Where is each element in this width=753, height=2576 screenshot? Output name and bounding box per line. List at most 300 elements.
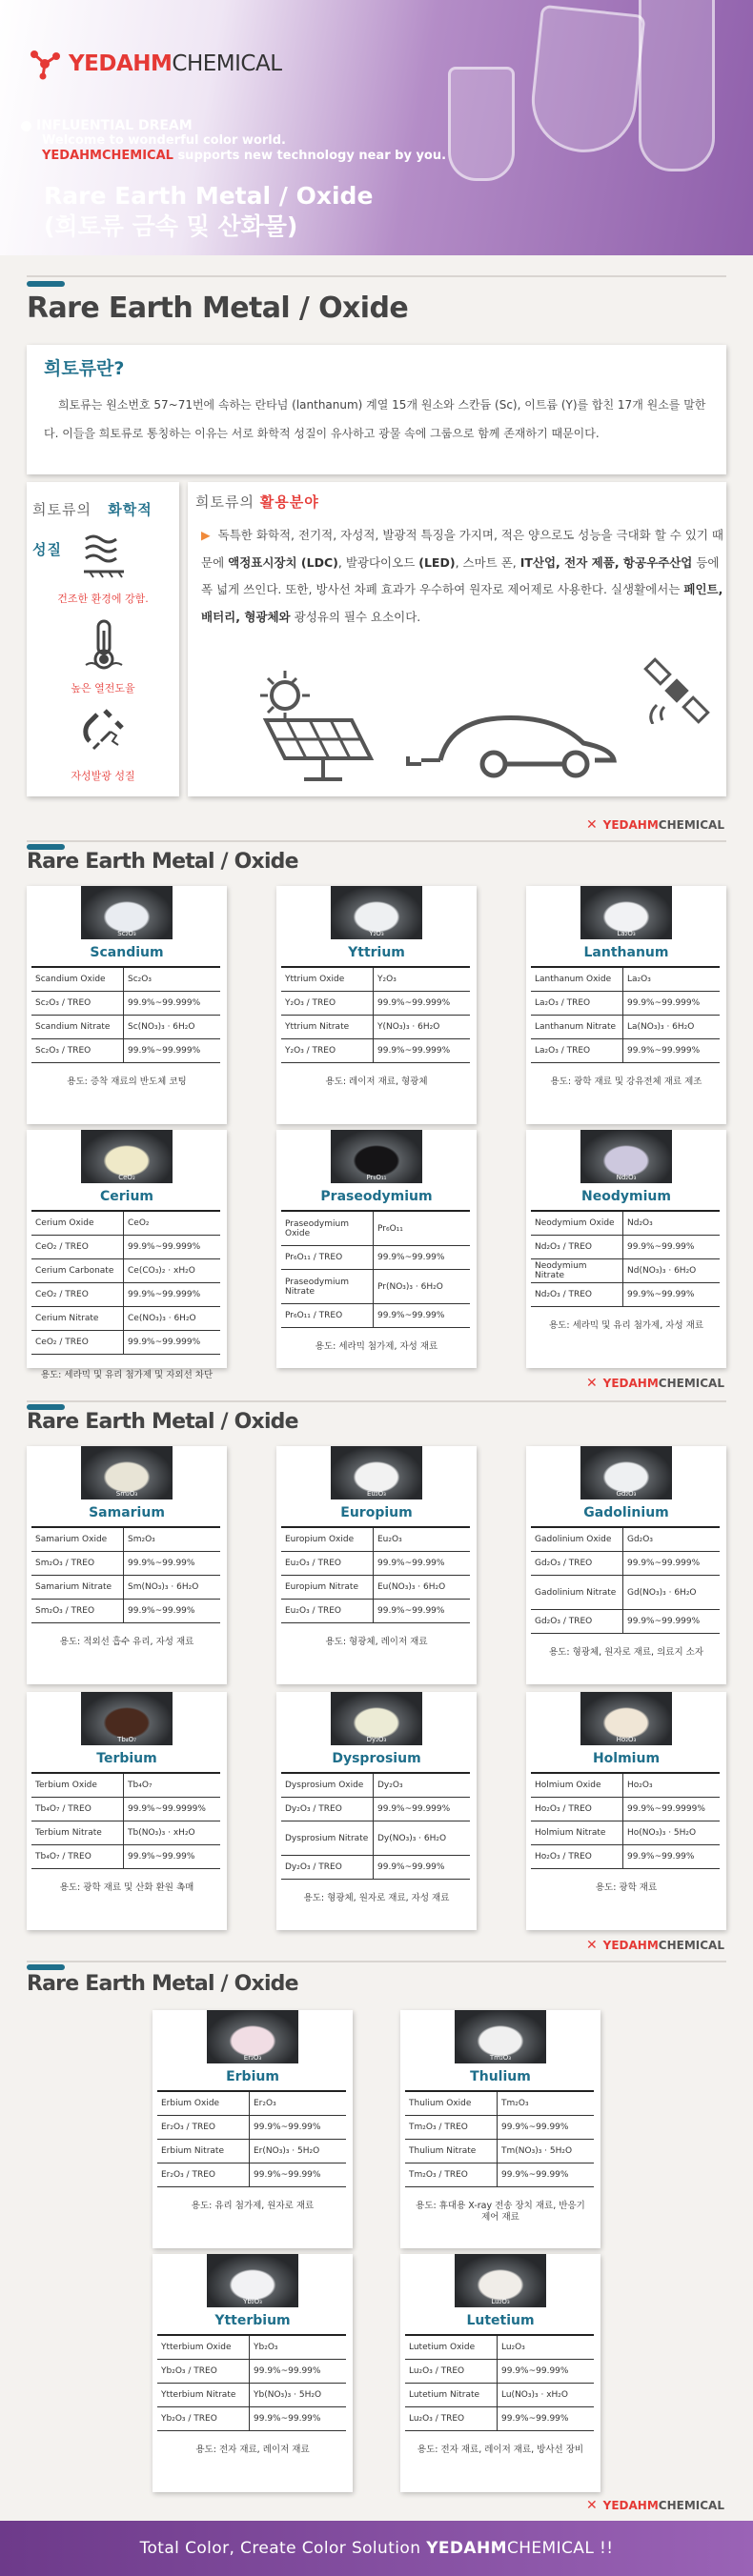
powder-sample-image: [331, 1446, 422, 1499]
element-name: Lutetium: [466, 2313, 535, 2328]
tagline: [21, 118, 446, 164]
spec-value: Er(NO₃)₃ · 5H₂O: [249, 2140, 346, 2163]
section-title: Rare Earth Metal / Oxide: [27, 850, 298, 874]
section-accent-bar: [27, 281, 65, 287]
spec-label: Er₂O₃ / TREO: [161, 2170, 215, 2180]
table-row: [531, 1236, 720, 1259]
table-row: [31, 1798, 220, 1821]
spec-table: [405, 2090, 594, 2187]
table-row: [281, 1212, 470, 1246]
section-title: Rare Earth Metal / Oxide: [27, 292, 409, 325]
spec-value: Gd(NO₃)₃ · 6H₂O: [622, 1576, 720, 1609]
table-row: [405, 2360, 594, 2384]
spec-value: Tb₄O₇: [123, 1774, 220, 1797]
usage-text: 용도: 형광체, 레이저 재료: [325, 1637, 428, 1647]
table-row: [281, 1856, 470, 1880]
spec-value: 99.9%~99.99%: [622, 1845, 720, 1868]
definition-box: [27, 345, 726, 474]
spec-value: Sc₂O₃: [123, 968, 220, 991]
table-row: [405, 2092, 594, 2116]
table-row: [531, 1259, 720, 1283]
powder-sample-image: [580, 1130, 672, 1183]
property-label: 높은 열전도율: [71, 682, 135, 694]
table-row: [157, 2092, 346, 2116]
spec-label: Eu₂O₃ / TREO: [285, 1606, 341, 1616]
spec-label: Yttrium Nitrate: [285, 1022, 350, 1032]
spec-label: Holmium Nitrate: [535, 1828, 606, 1838]
spec-value: 99.9%~99.99%: [123, 1600, 220, 1622]
table-row: [531, 1821, 720, 1845]
element-card-nd: [526, 1130, 726, 1368]
spec-label: Scandium Nitrate: [35, 1022, 111, 1032]
spec-table: [157, 2334, 346, 2431]
spec-label: Cerium Nitrate: [35, 1314, 99, 1323]
powder-sample-image: [331, 886, 422, 939]
spec-value: Lu(NO₃)₃ · xH₂O: [497, 2384, 594, 2406]
spec-value: 99.9%~99.999%: [123, 1331, 220, 1354]
divider: [27, 275, 726, 277]
footer-banner: Total Color, Create Color Solution YEDAHMCHEMICAL !!: [0, 2521, 753, 2576]
table-row: [531, 1016, 720, 1039]
spec-value: 99.9%~99.99%: [373, 1856, 470, 1879]
table-row: [281, 1016, 470, 1039]
spec-label: Er₂O₃ / TREO: [161, 2123, 215, 2132]
sample-formula-caption: Gd₂O₃: [616, 1490, 637, 1498]
powder-sample-image: [580, 1446, 672, 1499]
spec-label: Gadolinium Nitrate: [535, 1587, 617, 1598]
spec-label: Sm₂O₃ / TREO: [35, 1559, 95, 1568]
spec-label: Praseodymium Nitrate: [285, 1277, 349, 1297]
table-row: [281, 1600, 470, 1623]
spec-label: Ho₂O₃ / TREO: [535, 1852, 592, 1862]
flask-illustration: [526, 5, 645, 158]
sample-formula-caption: Y₂O₃: [369, 930, 384, 937]
molecule-logo-icon: ✕: [585, 1376, 598, 1391]
spec-table: [281, 1210, 470, 1328]
element-card-tb: [27, 1692, 227, 1930]
element-card-gd: [526, 1446, 726, 1684]
spec-value: Eu₂O₃: [373, 1528, 470, 1551]
spec-table: [157, 2090, 346, 2187]
table-row: [281, 1576, 470, 1600]
usage-text: 용도: 전자 재료, 레이저 재료: [195, 2445, 310, 2455]
spec-label: Nd₂O₃ / TREO: [535, 1242, 593, 1252]
definition-text: 희토류는 원소번호 57~71번에 속하는 란타넘 (lanthanum) 계열 15개 원소와 스칸듐 (Sc), 이트륨 (Y)를 합친 17개 원소를 말한다. 이들을 희토류로 통칭하는 이유는 서로 화학적 성질이 유사하고 광물 속에 그룹으로 함께 존재하기 때문이다.: [44, 398, 706, 440]
element-card-la: [526, 886, 726, 1124]
spec-table: [281, 1526, 470, 1623]
table-row: [405, 2336, 594, 2360]
table-row: [31, 1259, 220, 1283]
table-row: [281, 1528, 470, 1552]
chemical-properties-title: 희토류의 화학적 성질: [32, 501, 153, 558]
spec-value: 99.9%~99.99%: [249, 2407, 346, 2430]
spec-value: 99.9%~99.99%: [373, 1552, 470, 1575]
sample-formula-caption: Sc₂O₃: [117, 930, 136, 937]
table-row: [531, 1774, 720, 1798]
table-row: [531, 1212, 720, 1236]
spec-label: Scandium Oxide: [35, 975, 106, 984]
section-title: Rare Earth Metal / Oxide: [27, 1972, 298, 1996]
section-title: Rare Earth Metal / Oxide: [27, 1410, 298, 1434]
spec-label: Dy₂O₃ / TREO: [285, 1804, 342, 1814]
powder-sample-image: [207, 2010, 298, 2063]
spec-label: Dysprosium Oxide: [285, 1781, 364, 1790]
spec-value: Nd₂O₃: [622, 1212, 720, 1235]
spec-label: Europium Oxide: [285, 1535, 355, 1544]
spec-label: Ytterbium Nitrate: [161, 2390, 236, 2400]
element-name: Gadolinium: [583, 1505, 669, 1520]
table-row: [281, 1821, 470, 1856]
tagline-line: Welcome to wonderful color world.: [42, 133, 286, 148]
magnet-icon: [80, 703, 128, 755]
table-row: [405, 2384, 594, 2407]
sample-formula-caption: Sm₂O₃: [115, 1490, 138, 1498]
table-row: [31, 1331, 220, 1355]
spec-label: Yb₂O₃ / TREO: [161, 2414, 217, 2424]
spec-value: Ce(CO₃)₂ · xH₂O: [123, 1259, 220, 1282]
spec-label: Yttrium Oxide: [285, 975, 345, 984]
element-name: Yttrium: [348, 945, 405, 960]
table-row: [31, 1307, 220, 1331]
element-name: Erbium: [226, 2069, 279, 2084]
spec-table: [31, 1526, 220, 1623]
spec-value: 99.9%~99.999%: [123, 1283, 220, 1306]
spec-label: Gd₂O₃ / TREO: [535, 1559, 593, 1568]
spec-value: 99.9%~99.99%: [123, 1845, 220, 1868]
divider: [27, 840, 726, 842]
table-row: [281, 1039, 470, 1063]
table-row: [281, 1774, 470, 1798]
element-card-tm: [400, 2010, 600, 2248]
spec-label: Cerium Carbonate: [35, 1266, 114, 1276]
spec-table: [405, 2334, 594, 2431]
spec-value: Er₂O₃: [249, 2092, 346, 2115]
powder-sample-image: [580, 1692, 672, 1745]
thermometer-icon: [82, 617, 126, 671]
spec-label: Holmium Oxide: [535, 1781, 601, 1790]
element-card-y: [276, 886, 477, 1124]
spec-value: 99.9%~99.999%: [622, 992, 720, 1015]
flask-illustration: [448, 67, 515, 181]
property-label: 자성발광 성질: [71, 770, 135, 782]
spec-label: Erbium Oxide: [161, 2099, 220, 2108]
tagline-heading: INFLUENTIAL DREAM: [36, 118, 193, 133]
spec-value: Yb₂O₃: [249, 2336, 346, 2359]
table-row: [31, 1283, 220, 1307]
spec-value: Yb(NO₃)₃ · 5H₂O: [249, 2384, 346, 2406]
spec-value: 99.9%~99.99%: [622, 1283, 720, 1306]
circle-bullet-icon: [21, 121, 31, 131]
flask-illustration: [639, 0, 715, 171]
spec-label: Tb₄O₇ / TREO: [35, 1852, 92, 1862]
applications-text: ▶ 독특한 화학적, 전기적, 자성적, 발광적 특징을 가지며, 적은 양으로도 성능을 극대화 할 수 있기 때문에 액정표시장치 (LDC), 발광다이오드 (LED), 스마트 폰, IT산업, 전자 제품, 항공우주산업 등에 폭 넓게 쓰인다. 또한, 방사선 차폐 효과가 우수하여 원자로 제어제로 사용한다. 실생활에서는 페인트, 배터리, 형광체와 광성유의 필수 요소이다.: [201, 528, 723, 624]
element-card-dy: [276, 1692, 477, 1930]
brand-mark: ✕ YEDAHMCHEMICAL: [585, 817, 724, 833]
sample-formula-caption: Tb₄O₇: [117, 1736, 136, 1743]
spec-table: [31, 1210, 220, 1355]
element-card-sc: [27, 886, 227, 1124]
powder-sample-image: [455, 2010, 546, 2063]
usage-text: 용도: 휴대용 X-ray 전송 장치 재료, 반응기 제어 재료: [416, 2201, 585, 2223]
table-row: [281, 992, 470, 1016]
table-row: [281, 1246, 470, 1270]
powder-sample-image: [331, 1130, 422, 1183]
usage-text: 용도: 레이저 재료, 형광체: [325, 1077, 428, 1087]
applications-title: 희토류의 활용분야: [195, 493, 319, 511]
brand-mark: ✕ YEDAHMCHEMICAL: [585, 1938, 724, 1953]
table-row: [31, 1774, 220, 1798]
hero-banner: [0, 0, 753, 255]
powder-sample-image: [331, 1692, 422, 1745]
brand-mark: ✕ YEDAHMCHEMICAL: [585, 2498, 724, 2513]
table-row: [157, 2140, 346, 2163]
sample-formula-caption: Ho₂O₃: [616, 1736, 637, 1743]
sample-formula-caption: Tm₂O₃: [489, 2054, 512, 2062]
element-card-eu: [276, 1446, 477, 1684]
spec-value: Dy₂O₃: [373, 1774, 470, 1797]
table-row: [531, 992, 720, 1016]
spec-label: Tm₂O₃ / TREO: [409, 2123, 468, 2132]
spec-label: Ytterbium Oxide: [161, 2343, 232, 2352]
spec-label: CeO₂ / TREO: [35, 1338, 89, 1347]
table-row: [531, 1039, 720, 1063]
spec-label: Sc₂O₃ / TREO: [35, 998, 92, 1008]
spec-value: Tm(NO₃)₃ · 5H₂O: [497, 2140, 594, 2163]
spec-label: Sc₂O₃ / TREO: [35, 1046, 92, 1056]
table-row: [157, 2336, 346, 2360]
table-row: [31, 1039, 220, 1063]
spec-label: Samarium Oxide: [35, 1535, 108, 1544]
table-row: [31, 1236, 220, 1259]
table-row: [281, 1798, 470, 1821]
table-row: [281, 1270, 470, 1304]
element-name: Neodymium: [581, 1189, 671, 1204]
sample-formula-caption: Yb₂O₃: [243, 2298, 262, 2305]
table-row: [531, 1576, 720, 1610]
usage-text: 용도: 형광체, 원자로 재료, 의료지 소자: [549, 1647, 703, 1658]
spec-label: Eu₂O₃ / TREO: [285, 1559, 341, 1568]
spec-value: 99.9%~99.999%: [622, 1610, 720, 1633]
spec-label: Lutetium Oxide: [409, 2343, 476, 2352]
spec-label: La₂O₃ / TREO: [535, 1046, 591, 1056]
spec-value: Dy(NO₃)₃ · 6H₂O: [373, 1821, 470, 1855]
element-name: Scandium: [90, 945, 164, 960]
table-row: [281, 1304, 470, 1328]
usage-text: 용도: 광학 재료 및 산화 환원 촉매: [59, 1882, 194, 1893]
element-name: Dysprosium: [332, 1751, 421, 1766]
spec-value: Sc(NO₃)₃ · 6H₂O: [123, 1016, 220, 1038]
spec-value: 99.9%~99.999%: [622, 1039, 720, 1062]
spec-value: Tm₂O₃: [497, 2092, 594, 2115]
dry-wind-icon: [82, 532, 126, 579]
element-card-pr: [276, 1130, 477, 1368]
spec-label: Tb₄O₇ / TREO: [35, 1804, 92, 1814]
spec-label: Gadolinium Oxide: [535, 1535, 612, 1544]
spec-label: Lanthanum Nitrate: [535, 1022, 617, 1032]
spec-table: [531, 966, 720, 1063]
spec-value: 99.9%~99.99%: [249, 2360, 346, 2383]
spec-value: Y₂O₃: [373, 968, 470, 991]
table-row: [157, 2384, 346, 2407]
spec-label: Pr₆O₁₁ / TREO: [285, 1253, 343, 1262]
spec-label: Gd₂O₃ / TREO: [535, 1617, 593, 1626]
sample-formula-caption: Er₂O₃: [243, 2054, 262, 2062]
table-row: [31, 1845, 220, 1869]
table-row: [531, 1528, 720, 1552]
usage-text: 용도: 광학 재료: [595, 1882, 658, 1893]
spec-label: CeO₂ / TREO: [35, 1290, 89, 1299]
table-row: [281, 968, 470, 992]
spec-value: 99.9%~99.999%: [622, 1552, 720, 1575]
spec-value: 99.9%~99.999%: [123, 1236, 220, 1258]
sample-formula-caption: Lu₂O₃: [491, 2298, 510, 2305]
usage-text: 용도: 세라믹 및 유리 첨가제 및 자외선 차단: [40, 1370, 214, 1380]
spec-label: Sm₂O₃ / TREO: [35, 1606, 95, 1616]
spec-value: 99.9%~99.99%: [622, 1236, 720, 1258]
table-row: [405, 2140, 594, 2163]
spec-value: Y(NO₃)₃ · 6H₂O: [373, 1016, 470, 1038]
usage-text: 용도: 유리 첨가제, 원자로 재료: [191, 2201, 315, 2211]
element-card-ho: [526, 1692, 726, 1930]
spec-value: Ho(NO₃)₃ · 5H₂O: [622, 1821, 720, 1844]
spec-label: Cerium Oxide: [35, 1218, 94, 1228]
hero-title: Rare Earth Metal / Oxide (희토류 금속 및 산화물): [44, 182, 374, 240]
spec-table: [31, 966, 220, 1063]
spec-value: 99.9%~99.999%: [373, 992, 470, 1015]
satellite-icon: [643, 657, 710, 724]
spec-label: Terbium Oxide: [35, 1781, 97, 1790]
spec-value: 99.9%~99.99%: [249, 2163, 346, 2186]
powder-sample-image: [81, 1130, 173, 1183]
spec-table: [531, 1772, 720, 1869]
spec-table: [281, 966, 470, 1063]
spec-value: Pr₆O₁₁: [373, 1212, 470, 1245]
element-card-er: [153, 2010, 353, 2248]
element-name: Ytterbium: [214, 2313, 291, 2328]
spec-table: [281, 1772, 470, 1880]
spec-value: Nd(NO₃)₃ · 6H₂O: [622, 1259, 720, 1282]
table-row: [405, 2116, 594, 2140]
element-name: Terbium: [96, 1751, 157, 1766]
spec-label: Thulium Nitrate: [409, 2146, 477, 2156]
table-row: [405, 2163, 594, 2187]
sample-formula-caption: CeO₂: [118, 1174, 135, 1181]
spec-label: La₂O₃ / TREO: [535, 998, 591, 1008]
spec-value: 99.9%~99.999%: [373, 1039, 470, 1062]
chemical-properties-box: [27, 482, 179, 796]
table-row: [31, 1821, 220, 1845]
powder-sample-image: [81, 886, 173, 939]
spec-label: Dysprosium Nitrate: [285, 1833, 369, 1843]
table-row: [531, 1845, 720, 1869]
powder-sample-image: [81, 1446, 173, 1499]
spec-value: 99.9%~99.99%: [373, 1304, 470, 1327]
spec-value: 99.9%~99.99%: [249, 2116, 346, 2139]
table-row: [31, 1212, 220, 1236]
table-row: [531, 1798, 720, 1821]
element-card-sm: [27, 1446, 227, 1684]
spec-label: Dy₂O₃ / TREO: [285, 1862, 342, 1872]
spec-label: Lu₂O₃ / TREO: [409, 2366, 465, 2376]
solar-panel-icon: [237, 663, 380, 787]
element-name: Samarium: [89, 1505, 165, 1520]
spec-value: Ho₂O₃: [622, 1774, 720, 1797]
table-row: [31, 1600, 220, 1623]
powder-sample-image: [455, 2254, 546, 2307]
applications-box: [188, 482, 726, 796]
usage-text: 용도: 광학 재료 및 강유전체 재료 제조: [550, 1077, 702, 1087]
spec-label: Thulium Oxide: [409, 2099, 472, 2108]
spec-value: 99.9%~99.99%: [497, 2116, 594, 2139]
spec-table: [531, 1526, 720, 1634]
table-row: [31, 1552, 220, 1576]
divider: [27, 1400, 726, 1402]
spec-label: CeO₂ / TREO: [35, 1242, 89, 1252]
element-name: Praseodymium: [320, 1189, 433, 1204]
table-row: [157, 2163, 346, 2187]
element-card-ce: [27, 1130, 227, 1380]
spec-label: Neodymium Nitrate: [535, 1261, 587, 1280]
table-row: [157, 2360, 346, 2384]
molecule-logo-icon: ✕: [585, 2498, 598, 2513]
company-logo[interactable]: [29, 48, 282, 80]
spec-label: Terbium Nitrate: [35, 1828, 102, 1838]
usage-text: 용도: 형광체, 원자로 재료, 자성 재료: [303, 1893, 450, 1903]
spec-value: CeO₂: [123, 1212, 220, 1235]
sample-formula-caption: Eu₂O₃: [367, 1490, 386, 1498]
table-row: [31, 1016, 220, 1039]
tagline-line: YEDAHMCHEMICAL supports new technology near by you.: [42, 149, 447, 163]
spec-value: Sm(NO₃)₃ · 6H₂O: [123, 1576, 220, 1599]
sample-formula-caption: Pr₆O₁₁: [366, 1174, 387, 1181]
spec-label: Nd₂O₃ / TREO: [535, 1290, 593, 1299]
table-row: [281, 1552, 470, 1576]
element-name: Holmium: [592, 1751, 661, 1766]
element-card-yb: [153, 2254, 353, 2492]
spec-label: Y₂O₃ / TREO: [285, 998, 336, 1008]
powder-sample-image: [207, 2254, 298, 2307]
usage-text: 용도: 증착 재료의 반도체 코팅: [67, 1077, 187, 1087]
spec-value: 99.9%~99.99%: [373, 1600, 470, 1622]
table-row: [531, 1283, 720, 1307]
table-row: [531, 1610, 720, 1634]
spec-value: Eu(NO₃)₃ · 6H₂O: [373, 1576, 470, 1599]
spec-label: Neodymium Oxide: [535, 1218, 615, 1228]
spec-table: [531, 1210, 720, 1307]
spec-label: Samarium Nitrate: [35, 1582, 112, 1592]
table-row: [405, 2407, 594, 2431]
divider: [27, 1961, 726, 1962]
spec-label: Tm₂O₃ / TREO: [409, 2170, 468, 2180]
spec-label: Lanthanum Oxide: [535, 975, 612, 984]
table-row: [31, 1576, 220, 1600]
spec-label: Y₂O₃ / TREO: [285, 1046, 336, 1056]
logo-text: YEDAHMCHEMICAL: [69, 51, 282, 76]
spec-value: Lu₂O₃: [497, 2336, 594, 2359]
usage-text: 용도: 세라믹 및 유리 첨가제, 자성 재료: [549, 1320, 703, 1331]
table-row: [157, 2116, 346, 2140]
spec-label: Erbium Nitrate: [161, 2146, 224, 2156]
property-label: 건조한 환경에 강함.: [57, 593, 149, 605]
usage-text: 용도: 전자 재료, 레이저 재료, 방사선 장비: [417, 2445, 584, 2455]
spec-value: 99.9%~99.999%: [123, 1039, 220, 1062]
triangle-bullet-icon: ▶: [201, 528, 211, 542]
powder-sample-image: [580, 886, 672, 939]
table-row: [157, 2407, 346, 2431]
element-name: Lanthanum: [583, 945, 669, 960]
table-row: [31, 992, 220, 1016]
spec-value: 99.9%~99.999%: [123, 992, 220, 1015]
